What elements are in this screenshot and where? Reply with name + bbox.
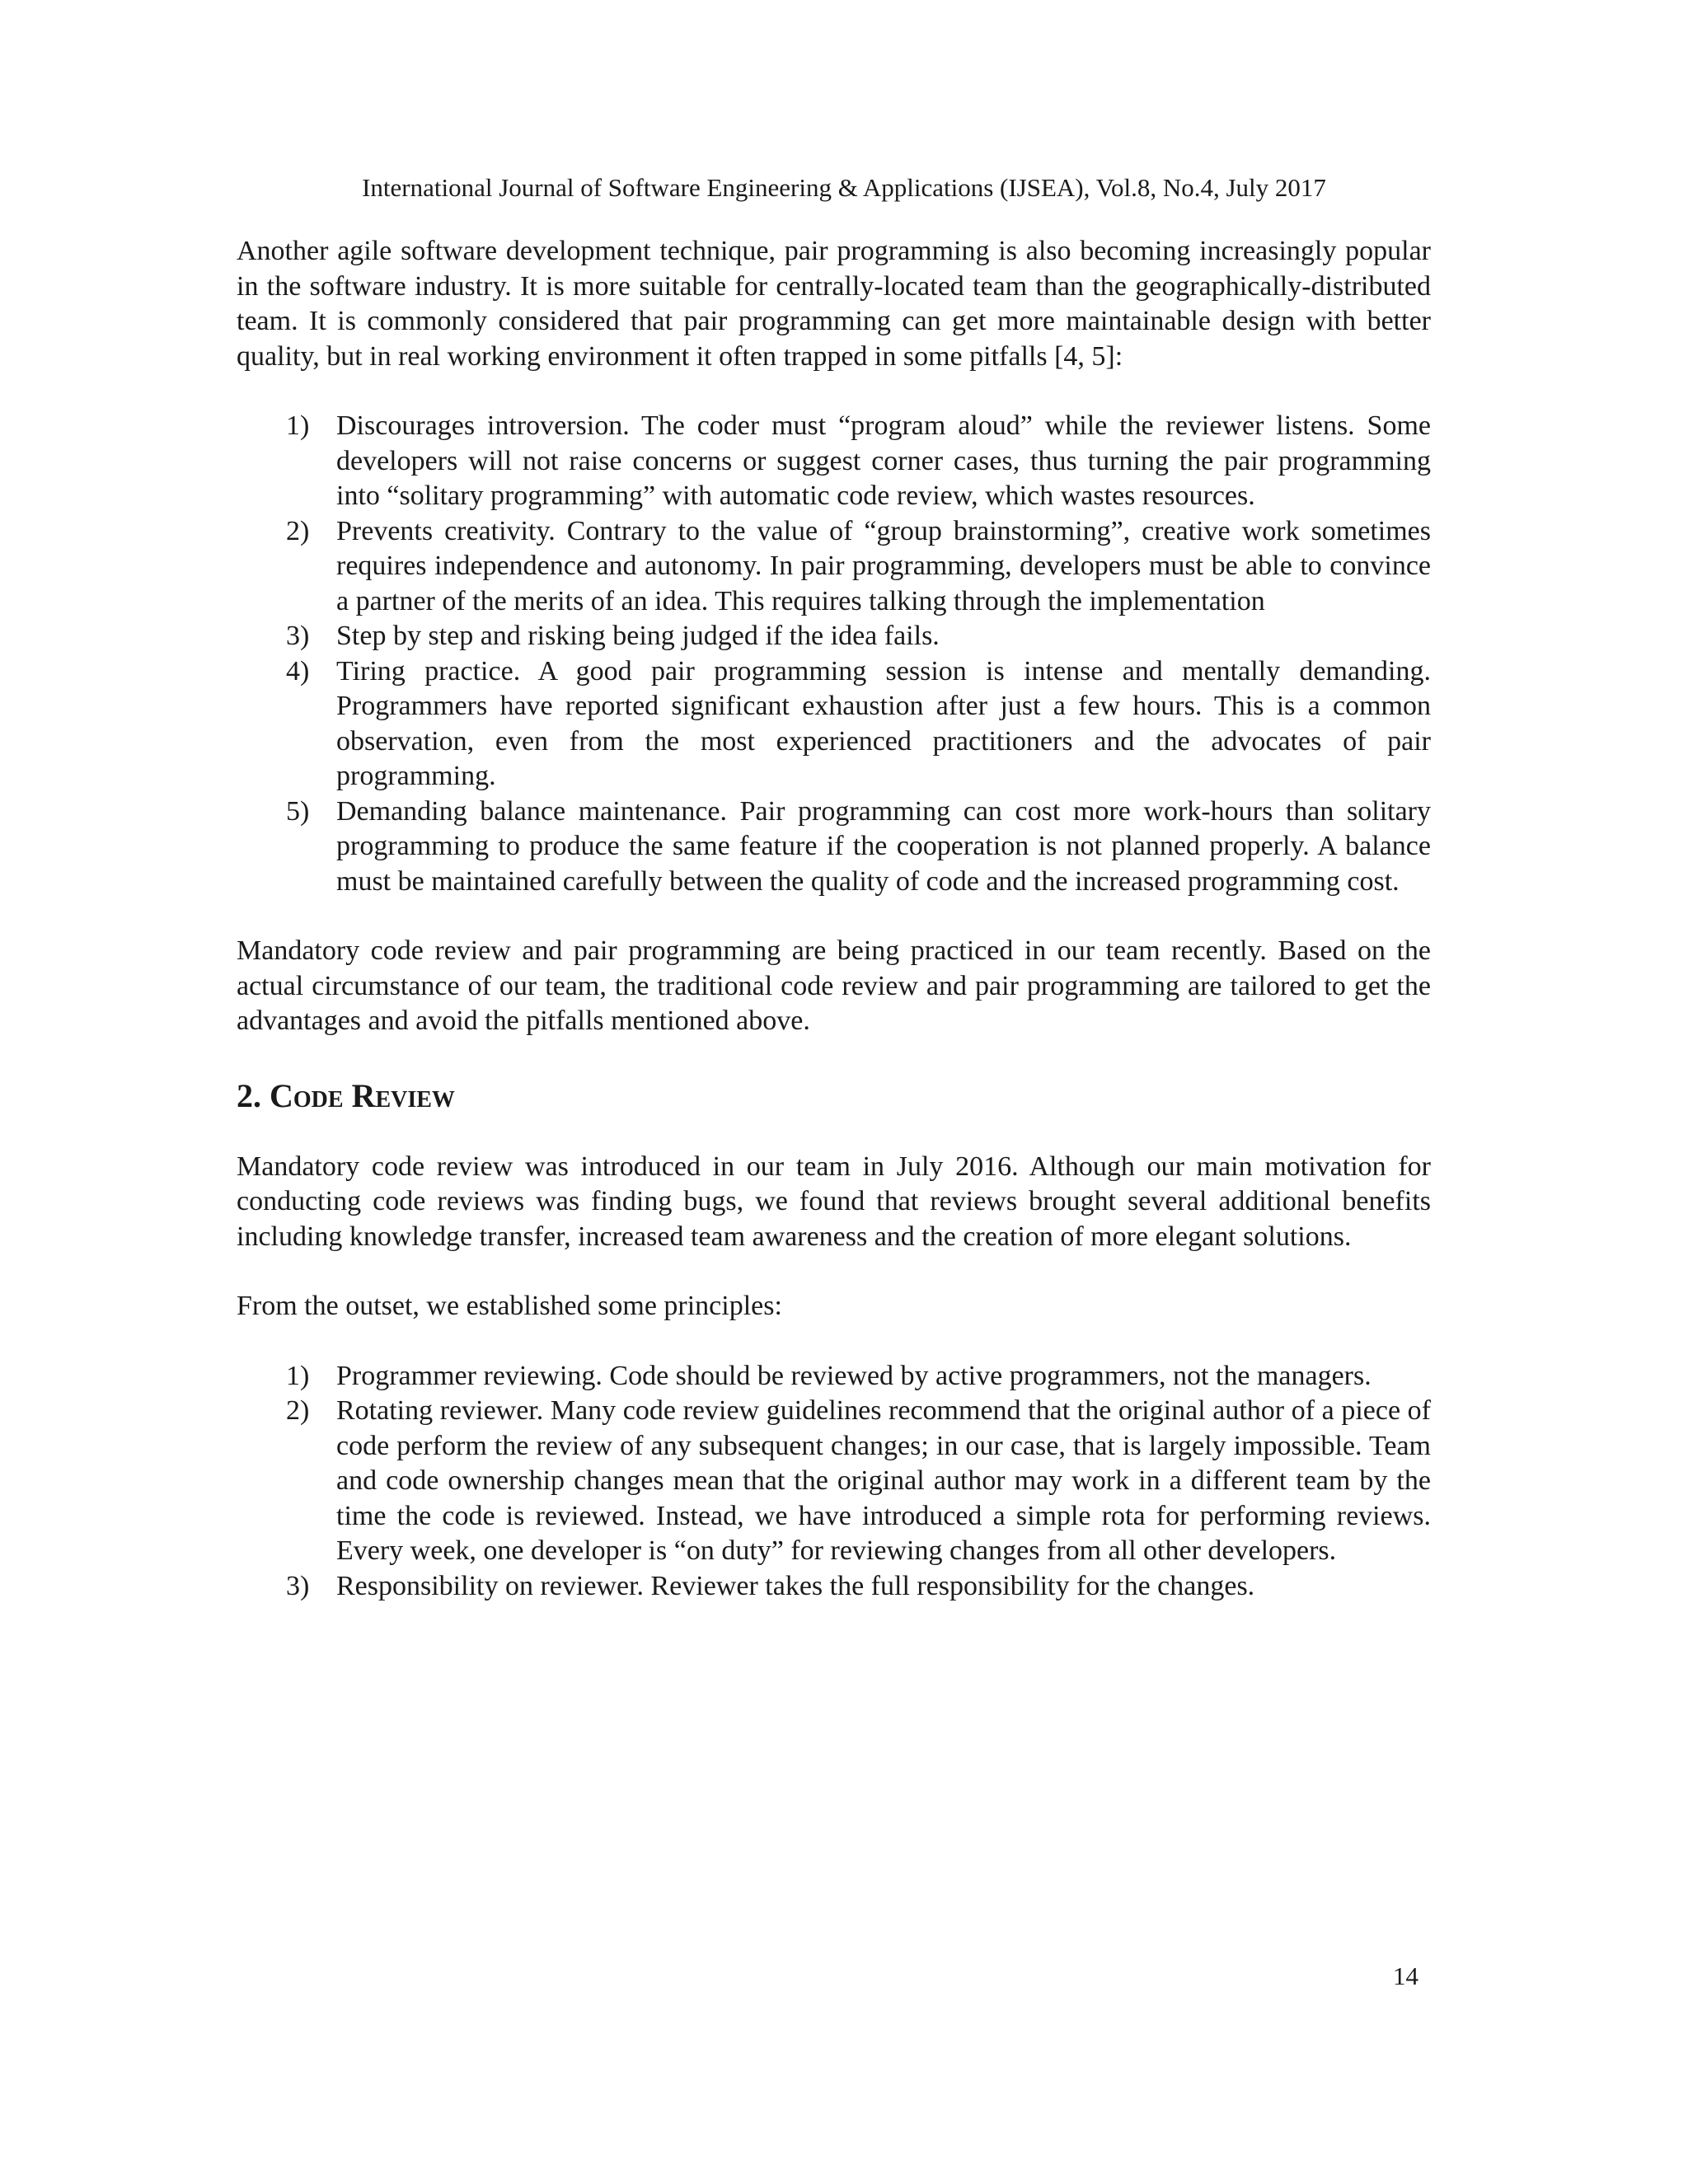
list-item-text: Rotating reviewer. Many code review guidelines recommend that the original author of a piece of code perform the review of any subsequent changes; in our case, that is largely impossible. Team and code ownership changes mean that the original author may work in a different team by the time the code is reviewed. Instead, we have introduced a simple rota for performing reviews. Every week, one developer is “on duty” for reviewing changes from all other developers. [336, 1395, 1431, 1566]
body-content [237, 234, 1431, 1604]
list-item [237, 619, 1431, 654]
list-item [237, 514, 1431, 620]
list-item [237, 794, 1431, 900]
list-item-number: 2) [286, 1395, 310, 1426]
list-item-text: Prevents creativity. Contrary to the value of “group brainstorming”, creative work sometimes requires independence and autonomy. In pair programming, developers must be able to convince a partner of the merits of an idea. This requires talking through the implementation [336, 515, 1431, 616]
list-item [237, 1569, 1431, 1605]
list-item-number: 3) [286, 1570, 310, 1601]
list-item-text: Demanding balance maintenance. Pair programming can cost more work-hours than solitary programming to produce the same feature if the cooperation is not planned properly. A balance must be maintained carefully between the quality of code and the increased programming cost. [336, 795, 1431, 897]
spacer [237, 1117, 1431, 1150]
page-number: 14 [1393, 1961, 1418, 1990]
spacer [237, 1039, 1431, 1076]
list-item-text: Tiring practice. A good pair programming session is intense and mentally demanding. Programmers have reported significant exhaustion after just a few hours. This is a common observation, even from the most experienced practitioners and the advocates of pair programming. [336, 655, 1431, 791]
list-item-number: 4) [286, 655, 310, 687]
list-item [237, 654, 1431, 794]
list-item-text: Responsibility on reviewer. Reviewer takes the full responsibility for the changes. [336, 1570, 1255, 1601]
list-item [237, 1359, 1431, 1394]
principles-list [237, 1359, 1431, 1605]
spacer [237, 899, 1431, 934]
list-item-text: Programmer reviewing. Code should be reviewed by active programmers, not the managers. [336, 1360, 1372, 1391]
intro-paragraph: Another agile software development technique, pair programming is also becoming increasingly popular in the software industry. It is more suitable for centrally-located team than the geographically-distributed team. It is commonly considered that pair programming can get more maintainable design with better quality, but in real working environment it often trapped in some pitfalls [4, 5]: [237, 236, 1431, 372]
list-item [237, 409, 1431, 514]
list-item-number: 1) [286, 1360, 310, 1391]
section-heading: 2. Code Review [237, 1076, 455, 1114]
list-item-number: 5) [286, 795, 310, 827]
list-item-number: 3) [286, 621, 310, 651]
list-item-text: Step by step and risking being judged if the idea fails. [336, 621, 940, 651]
list-item-number: 1) [286, 410, 310, 441]
principles-intro: From the outset, we established some principles: [237, 1291, 782, 1321]
journal-header: International Journal of Software Engineering & Applications (IJSEA), Vol.8, No.4, July 2017 [362, 173, 1326, 202]
list-item-number: 2) [286, 515, 310, 546]
section-paragraph: Mandatory code review was introduced in our team in July 2016. Although our main motivation for conducting code reviews was finding bugs, we found that reviews brought several additional benefits including knowledge transfer, increased team awareness and the creation of more elegant solutions. [237, 1151, 1431, 1252]
summary-paragraph: Mandatory code review and pair programming are being practiced in our team recently. Based on the actual circumstance of our team, the traditional code review and pair programming are tailored to get the advantages and avoid the pitfalls mentioned above. [237, 935, 1431, 1036]
list-item-text: Discourages introversion. The coder must “program aloud” while the reviewer listens. Some developers will not raise concerns or suggest corner cases, thus turning the pair programming into “solitary programming” with automatic code review, which wastes resources. [336, 410, 1431, 511]
pitfalls-list [237, 409, 1431, 899]
spacer [237, 1324, 1431, 1359]
spacer [237, 374, 1431, 409]
spacer [237, 1254, 1431, 1289]
list-item [237, 1394, 1431, 1569]
